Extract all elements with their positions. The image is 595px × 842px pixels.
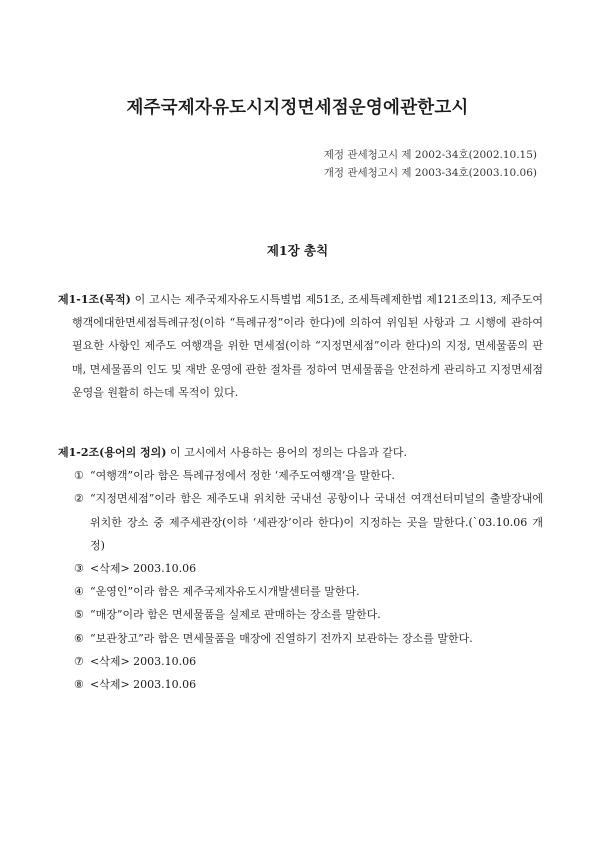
- item-number: ④: [74, 585, 84, 599]
- item-number: ③: [74, 562, 84, 576]
- definition-item: [60, 580, 543, 603]
- item-text: “매장”이라 함은 면세물품을 실제로 판매하는 장소를 말한다.: [90, 608, 381, 622]
- item-text: <삭제> 2003.10.06: [90, 654, 197, 668]
- item-number: ⑤: [74, 608, 84, 622]
- item-text: “지정면세점”이라 함은 제주도내 위치한 국내선 공항이나 국내선 여객선터미널의 출발장내에 위치한 장소 중 제주세관장(이하 ‘세관장’이라 한다)이 지정하는 곳을 말한다.(`03.10.06 개정): [90, 492, 543, 552]
- article-1-2-intro: [58, 441, 543, 464]
- history-enacted: 제정 관세청고시 제 2002-34호(2002.10.15): [323, 149, 537, 161]
- item-text: <삭제> 2003.10.06: [90, 678, 197, 692]
- definition-item: [60, 464, 543, 487]
- item-number: ①: [74, 469, 84, 483]
- definition-item: [60, 673, 543, 696]
- definition-item: [60, 650, 543, 673]
- item-number: ⑦: [74, 654, 84, 668]
- item-number: ⑥: [74, 631, 84, 645]
- article-1-1: [58, 288, 543, 404]
- article-1-2: [58, 441, 543, 696]
- item-text: <삭제> 2003.10.06: [90, 562, 197, 576]
- document-title: 제주국제자유도시지정면세점운영에관한고시: [126, 98, 469, 118]
- chapter-title: 제1장 총칙: [266, 243, 329, 258]
- definition-item: [60, 557, 543, 580]
- item-number: ②: [74, 492, 84, 506]
- article-1-1-heading: 제1-1조(목적): [58, 293, 131, 306]
- item-text: “운영인”이라 함은 제주국제자유도시개발센터를 말한다.: [90, 585, 360, 599]
- item-text: “보관창고”라 함은 면세물품을 매장에 진열하기 전까지 보관하는 장소를 말한다.: [90, 631, 473, 645]
- article-1-2-text: 이 고시에서 사용하는 용어의 정의는 다음과 같다.: [166, 446, 407, 459]
- article-1-1-body: [58, 288, 543, 404]
- history-amended: 개정 관세청고시 제 2003-34호(2003.10.06): [323, 167, 537, 179]
- definition-item: [60, 627, 543, 650]
- definition-item: [60, 603, 543, 626]
- item-number: ⑧: [74, 678, 84, 692]
- item-text: “여행객”이라 함은 특례규정에서 정한 ‘제주도여행객’을 말한다.: [90, 469, 395, 483]
- definition-item: [60, 487, 543, 557]
- definition-list: [58, 464, 543, 696]
- article-1-1-text: 이 고시는 제주국제자유도시특별법 제51조, 조세특례제한법 제121조의13, 제주도여행객에대한면세점특례규정(이하 “특례규정”이라 한다)에 의하여 위임된 사항과 그 시행에 관하여 필요한 사항인 제주도 여행객을 위한 면세점(이하 “지정면세점”이라 한다)의 지정, 면세물품의 판매, 면세물품의 인도 및 재반 운영에 관한 절차를 정하여 면세물품을 안전하게 관리하고 지정면세점 운영을 원활히 하는데 목적이 있다.: [72, 293, 543, 399]
- revision-history: [324, 146, 537, 182]
- article-1-2-heading: 제1-2조(용어의 정의): [58, 446, 167, 459]
